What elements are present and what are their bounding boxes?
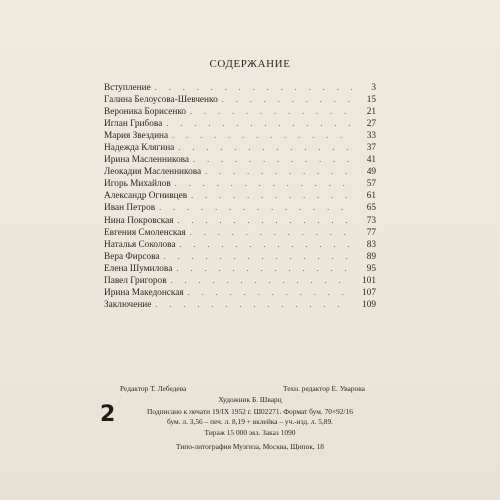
print-run-line: Тираж 15 000 экз. Заказ 1090: [204, 428, 296, 437]
toc-entry-name: Галина Белоусова-Шевченко: [104, 95, 218, 106]
toc-leader: [166, 118, 352, 130]
toc-page-number: 49: [366, 167, 376, 178]
toc-page-number: 89: [366, 251, 376, 262]
toc-page-number: 37: [366, 143, 376, 154]
toc-row: [104, 190, 376, 202]
artist-credit: Художник Б. Шварц: [218, 395, 282, 404]
toc-leader: [180, 239, 352, 251]
toc-entry-name: Нина Покровская: [104, 215, 174, 226]
toc-leader: [190, 106, 352, 118]
toc-page-number: 57: [366, 179, 376, 190]
toc-page-number: 15: [366, 95, 376, 106]
toc-page-number: 21: [366, 107, 376, 118]
toc-entry-name: Ирина Масленникова: [104, 155, 190, 166]
toc-row: [104, 202, 376, 214]
toc-page-number: 107: [362, 287, 376, 298]
toc-entry-name: Вера Фирсова: [104, 251, 160, 262]
toc-row: [104, 94, 376, 106]
toc-entry-name: Наталья Соколова: [104, 239, 176, 250]
toc-row: [104, 178, 376, 190]
toc-leader: [155, 82, 352, 94]
toc-page-number: 61: [366, 191, 376, 202]
toc-entry-name: Иглан Грибова: [104, 119, 163, 130]
toc-leader: [205, 166, 352, 178]
toc-leader: [191, 190, 352, 202]
toc-row: [104, 275, 376, 287]
toc-row: [104, 239, 376, 251]
toc-leader: [159, 202, 352, 214]
toc-entry-name: Александр Огнивцев: [104, 191, 188, 202]
toc-row: [104, 130, 376, 142]
toc-entry-name: Павел Григоров: [104, 275, 167, 286]
toc-leader: [193, 154, 352, 166]
toc-entry-name: Елена Шумилова: [104, 263, 173, 274]
toc-entry-name: Мария Звездина: [104, 131, 169, 142]
toc-row: [104, 287, 376, 299]
toc-page-number: 101: [362, 275, 376, 286]
toc-entry-name: Ирина Македонская: [104, 287, 184, 298]
toc-page-number: 41: [366, 155, 376, 166]
toc-row: [104, 106, 376, 118]
toc-leader: [178, 142, 352, 154]
toc-row: [104, 251, 376, 263]
toc-row: [104, 118, 376, 130]
toc-row: [104, 215, 376, 227]
toc-page-number: 83: [366, 239, 376, 250]
toc-entry-name: Заключение: [104, 299, 152, 310]
toc-leader: [190, 227, 352, 239]
toc-page-number: 3: [371, 83, 376, 93]
toc-page-number: 109: [362, 299, 376, 310]
sheets-line: бум. л. 3,56 – печ. л. 8,19 + вклейка – уч.-изд. л. 5,89.: [166, 417, 334, 426]
toc-leader: [164, 251, 352, 263]
toc-leader: [188, 287, 352, 299]
toc-page-number: 77: [366, 227, 376, 238]
toc-entry-name: Надежда Клягина: [104, 143, 175, 154]
toc-leader: [172, 130, 352, 142]
toc-leader: [171, 275, 352, 287]
toc-entry-name: Игорь Михайлов: [104, 179, 171, 190]
tech-editor-credit: Техн. редактор Е. Уварова: [283, 384, 365, 393]
table-of-contents: [104, 82, 376, 311]
toc-row: [104, 142, 376, 154]
toc-entry-name: Вероника Борисенко: [104, 107, 187, 118]
signed-to-print-line: Подписано к печати 19/IX 1952 г. Ш02271. Формат бум. 70×92/16: [147, 407, 353, 416]
handwritten-number: 2: [100, 402, 116, 427]
toc-leader: [222, 94, 352, 106]
page-title: СОДЕРЖАНИЕ: [209, 58, 291, 70]
printer-line: Типо-литография Музгиза, Москва, Щипок, 18: [176, 442, 324, 451]
toc-row: [104, 166, 376, 178]
toc-row: [104, 263, 376, 275]
toc-leader: [176, 263, 352, 275]
toc-row: [104, 154, 376, 166]
toc-leader: [178, 215, 352, 227]
toc-entry-name: Вступление: [104, 83, 151, 93]
toc-page-number: 33: [366, 131, 376, 142]
toc-entry-name: Евгения Смоленская: [104, 227, 186, 238]
toc-row: [104, 82, 376, 94]
toc-leader: [155, 299, 352, 311]
toc-row: [104, 299, 376, 311]
toc-page-number: 65: [366, 203, 376, 214]
toc-entry-name: Леокадия Масленникова: [104, 167, 202, 178]
toc-row: [104, 227, 376, 239]
toc-page-number: 73: [366, 215, 376, 226]
toc-entry-name: Иван Петров: [104, 203, 156, 214]
editor-credit: Редактор Т. Лебедева: [120, 384, 187, 393]
toc-leader: [175, 178, 352, 190]
toc-page-number: 95: [366, 263, 376, 274]
toc-page-number: 27: [366, 119, 376, 130]
